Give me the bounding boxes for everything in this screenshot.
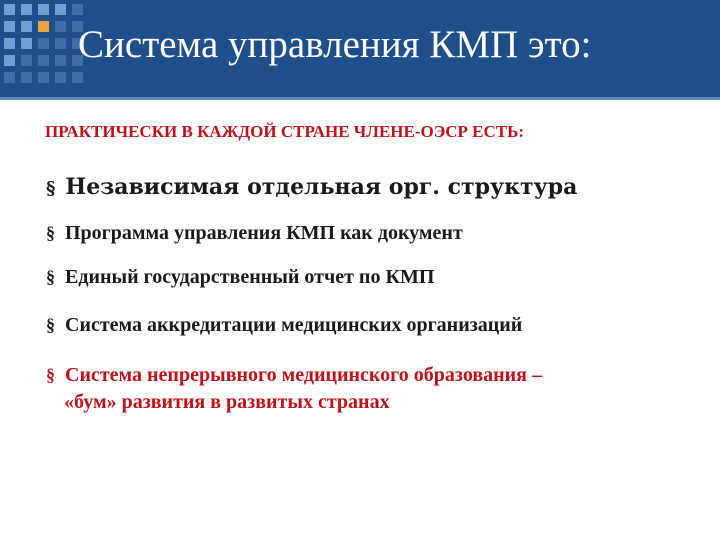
slide-title: Система управления КМП это: [78, 23, 592, 66]
bullet-text: Программа управления КМП как документ [65, 222, 463, 244]
bullet-text: Система аккредитации медицинских организаций [65, 314, 523, 336]
slide-subtitle: ПРАКТИЧЕСКИ В КАЖДОЙ СТРАНЕ ЧЛЕНЕ-ОЭСР ЕСТЬ: [45, 122, 525, 141]
bullet-item [46, 314, 522, 337]
grid-square [55, 21, 66, 32]
bullet-marker-icon: § [46, 315, 55, 335]
grid-square [72, 72, 83, 83]
bullet-marker-icon: § [46, 178, 56, 199]
title-bullet-icon [38, 21, 49, 32]
bullet-item [46, 222, 463, 245]
grid-square [4, 4, 15, 15]
bullet-item [46, 266, 434, 289]
bullet-marker-icon: § [46, 365, 55, 385]
grid-square [4, 21, 15, 32]
grid-square [55, 38, 66, 49]
grid-square [38, 72, 49, 83]
bullet-text-line1: Система непрерывного медицинского образования – [65, 364, 542, 386]
bullet-text-line2: «бум» развития в развитых странах [64, 391, 390, 413]
decorative-square-grid [4, 4, 83, 83]
bullet-text: Единый государственный отчет по КМП [65, 266, 435, 288]
grid-square [4, 38, 15, 49]
bullet-marker-icon: § [46, 267, 55, 287]
grid-square [21, 38, 32, 49]
grid-square [4, 55, 15, 66]
grid-square [55, 72, 66, 83]
grid-square [72, 4, 83, 15]
grid-square [38, 4, 49, 15]
bullet-marker-icon: § [46, 223, 55, 243]
grid-square [21, 55, 32, 66]
bullet-text: Независимая отдельная орг. структура [65, 174, 578, 200]
bullet-item-highlight [46, 362, 542, 416]
grid-square [21, 4, 32, 15]
grid-square [38, 38, 49, 49]
grid-square [21, 21, 32, 32]
bullet-item [46, 174, 577, 200]
grid-square [4, 72, 15, 83]
grid-square [55, 55, 66, 66]
grid-square [21, 72, 32, 83]
grid-square [38, 55, 49, 66]
header-divider [0, 97, 720, 100]
grid-square [55, 4, 66, 15]
